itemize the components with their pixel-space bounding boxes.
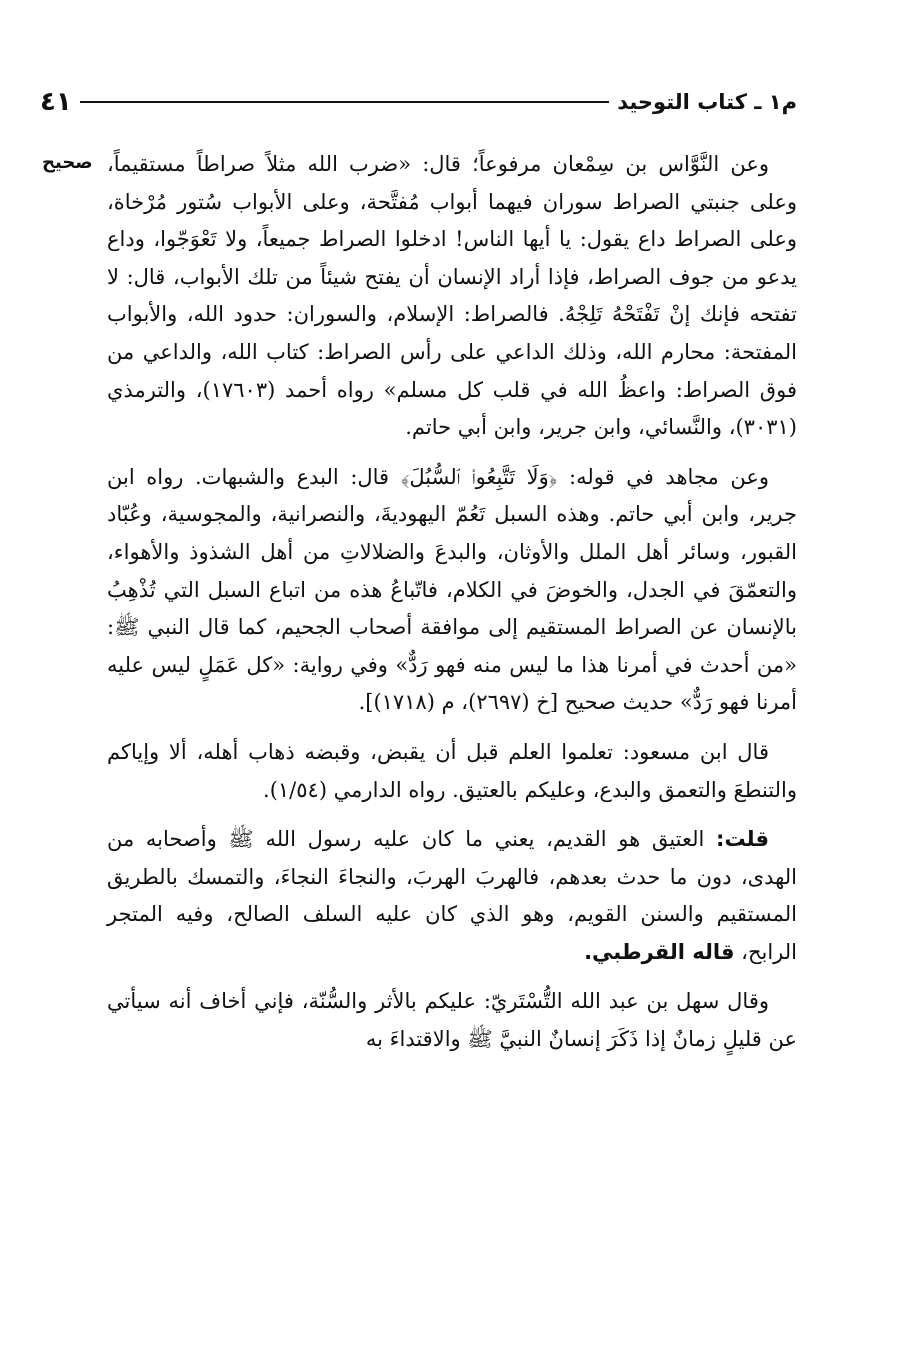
qurtubi-attribution: قاله القرطبي. — [584, 939, 735, 964]
paragraph-ibn-masud: قال ابن مسعود: تعلموا العلم قبل أن يقبض، وقبضه ذهاب أهله، ألا وإياكم والتنطعَ والتعمق والبدع، وعليكم بالعتيق. رواه الدارمي (١/٥٤). — [107, 739, 797, 802]
running-header — [40, 82, 797, 122]
paragraph-nawwas-hadith: وعن النَّوَّاس بن سِمْعان مرفوعاً؛ قال: «ضرب الله مثلاً صراطاً مستقيماً، وعلى جنبتي الصراط سوران فيهما أبواب مُفتَّحة، وعلى الأبواب سُتور مُرْخاة، وعلى الصراط داع يقول: يا أيها الناس! ادخلوا الصراط جميعاً، ولا تَعْوَجّوا، وداع يدعو من جوف الصراط، فإذا أراد الإنسان أن يفتح شيئاً من تلك الأبواب، قال: لا تفتحه فإنك إنْ تَفْتَحْهُ تَلِجْهُ. فالصراط: الإسلام، والسوران: حدود الله، والأبواب المفتحة: محارم الله، وذلك الداعي على رأس الصراط: كتاب الله، والداعي من فوق الصراط: واعظُ الله في قلب كل مسلم» رواه أحمد (١٧٦٠٣)، والترمذي (٣٠٣١)، والنَّسائي، وابن جرير، وابن أبي حاتم. — [107, 152, 797, 440]
margin-note-grade: صحيح — [42, 152, 93, 173]
page-number: ٤١ — [40, 87, 72, 117]
qult-label: قلت: — [716, 827, 769, 852]
paragraph-qult — [107, 821, 797, 971]
chapter-title: م١ ـ كتاب التوحيد — [617, 90, 797, 114]
header-rule — [80, 101, 609, 103]
qult-body: العتيق هو القديم، يعني ما كان عليه رسول الله ﷺ وأصحابه من الهدى، دون ما حدث بعدهم، فالهربَ الهربَ، والنجاءَ النجاءَ، والتمسك بالطريق المستقيم والسنن القويم، وهو الذي كان عليه السلف الصالح، وفيه المتجر الرابح، — [107, 827, 797, 964]
main-text — [107, 146, 797, 1071]
paragraph-sahl-tustari: وقال سهل بن عبد الله التُّسْتَريّ: عليكم بالأثر والسُّنّة، فإني أخاف أنه سيأتي عن قليلٍ زمانٌ إذا ذَكَرَ إنسانٌ النبيَّ ﷺ والاقتداءَ به — [107, 989, 797, 1052]
paragraph-mujahid: وعن مجاهد في قوله: ﴿وَلَا تَتَّبِعُوا۟ ٱلسُّبُلَ﴾ قال: البدع والشبهات. رواه ابن جرير، وابن أبي حاتم. وهذه السبل تَعُمّ اليهوديةَ، والنصرانية، والمجوسية، وعُبّاد القبور، وسائر أهل الملل والأوثان، والبدعَ والضلالاتِ من أهل الشذوذ والأهواء، والتعمّقَ في الجدل، والخوضَ في الكلام، فاتّباعُ هذه من اتباع السبل التي تُذْهِبُ بالإنسان عن الصراط المستقيم إلى موافقة أصحاب الجحيم، كما قال النبي ﷺ: «من أحدث في أمرنا هذا ما ليس منه فهو رَدٌّ» وفي رواية: «كل عَمَلٍ ليس عليه أمرنا فهو رَدٌّ» حديث صحيح [خ (٢٦٩٧)، م (١٧١٨)]. — [107, 464, 797, 715]
